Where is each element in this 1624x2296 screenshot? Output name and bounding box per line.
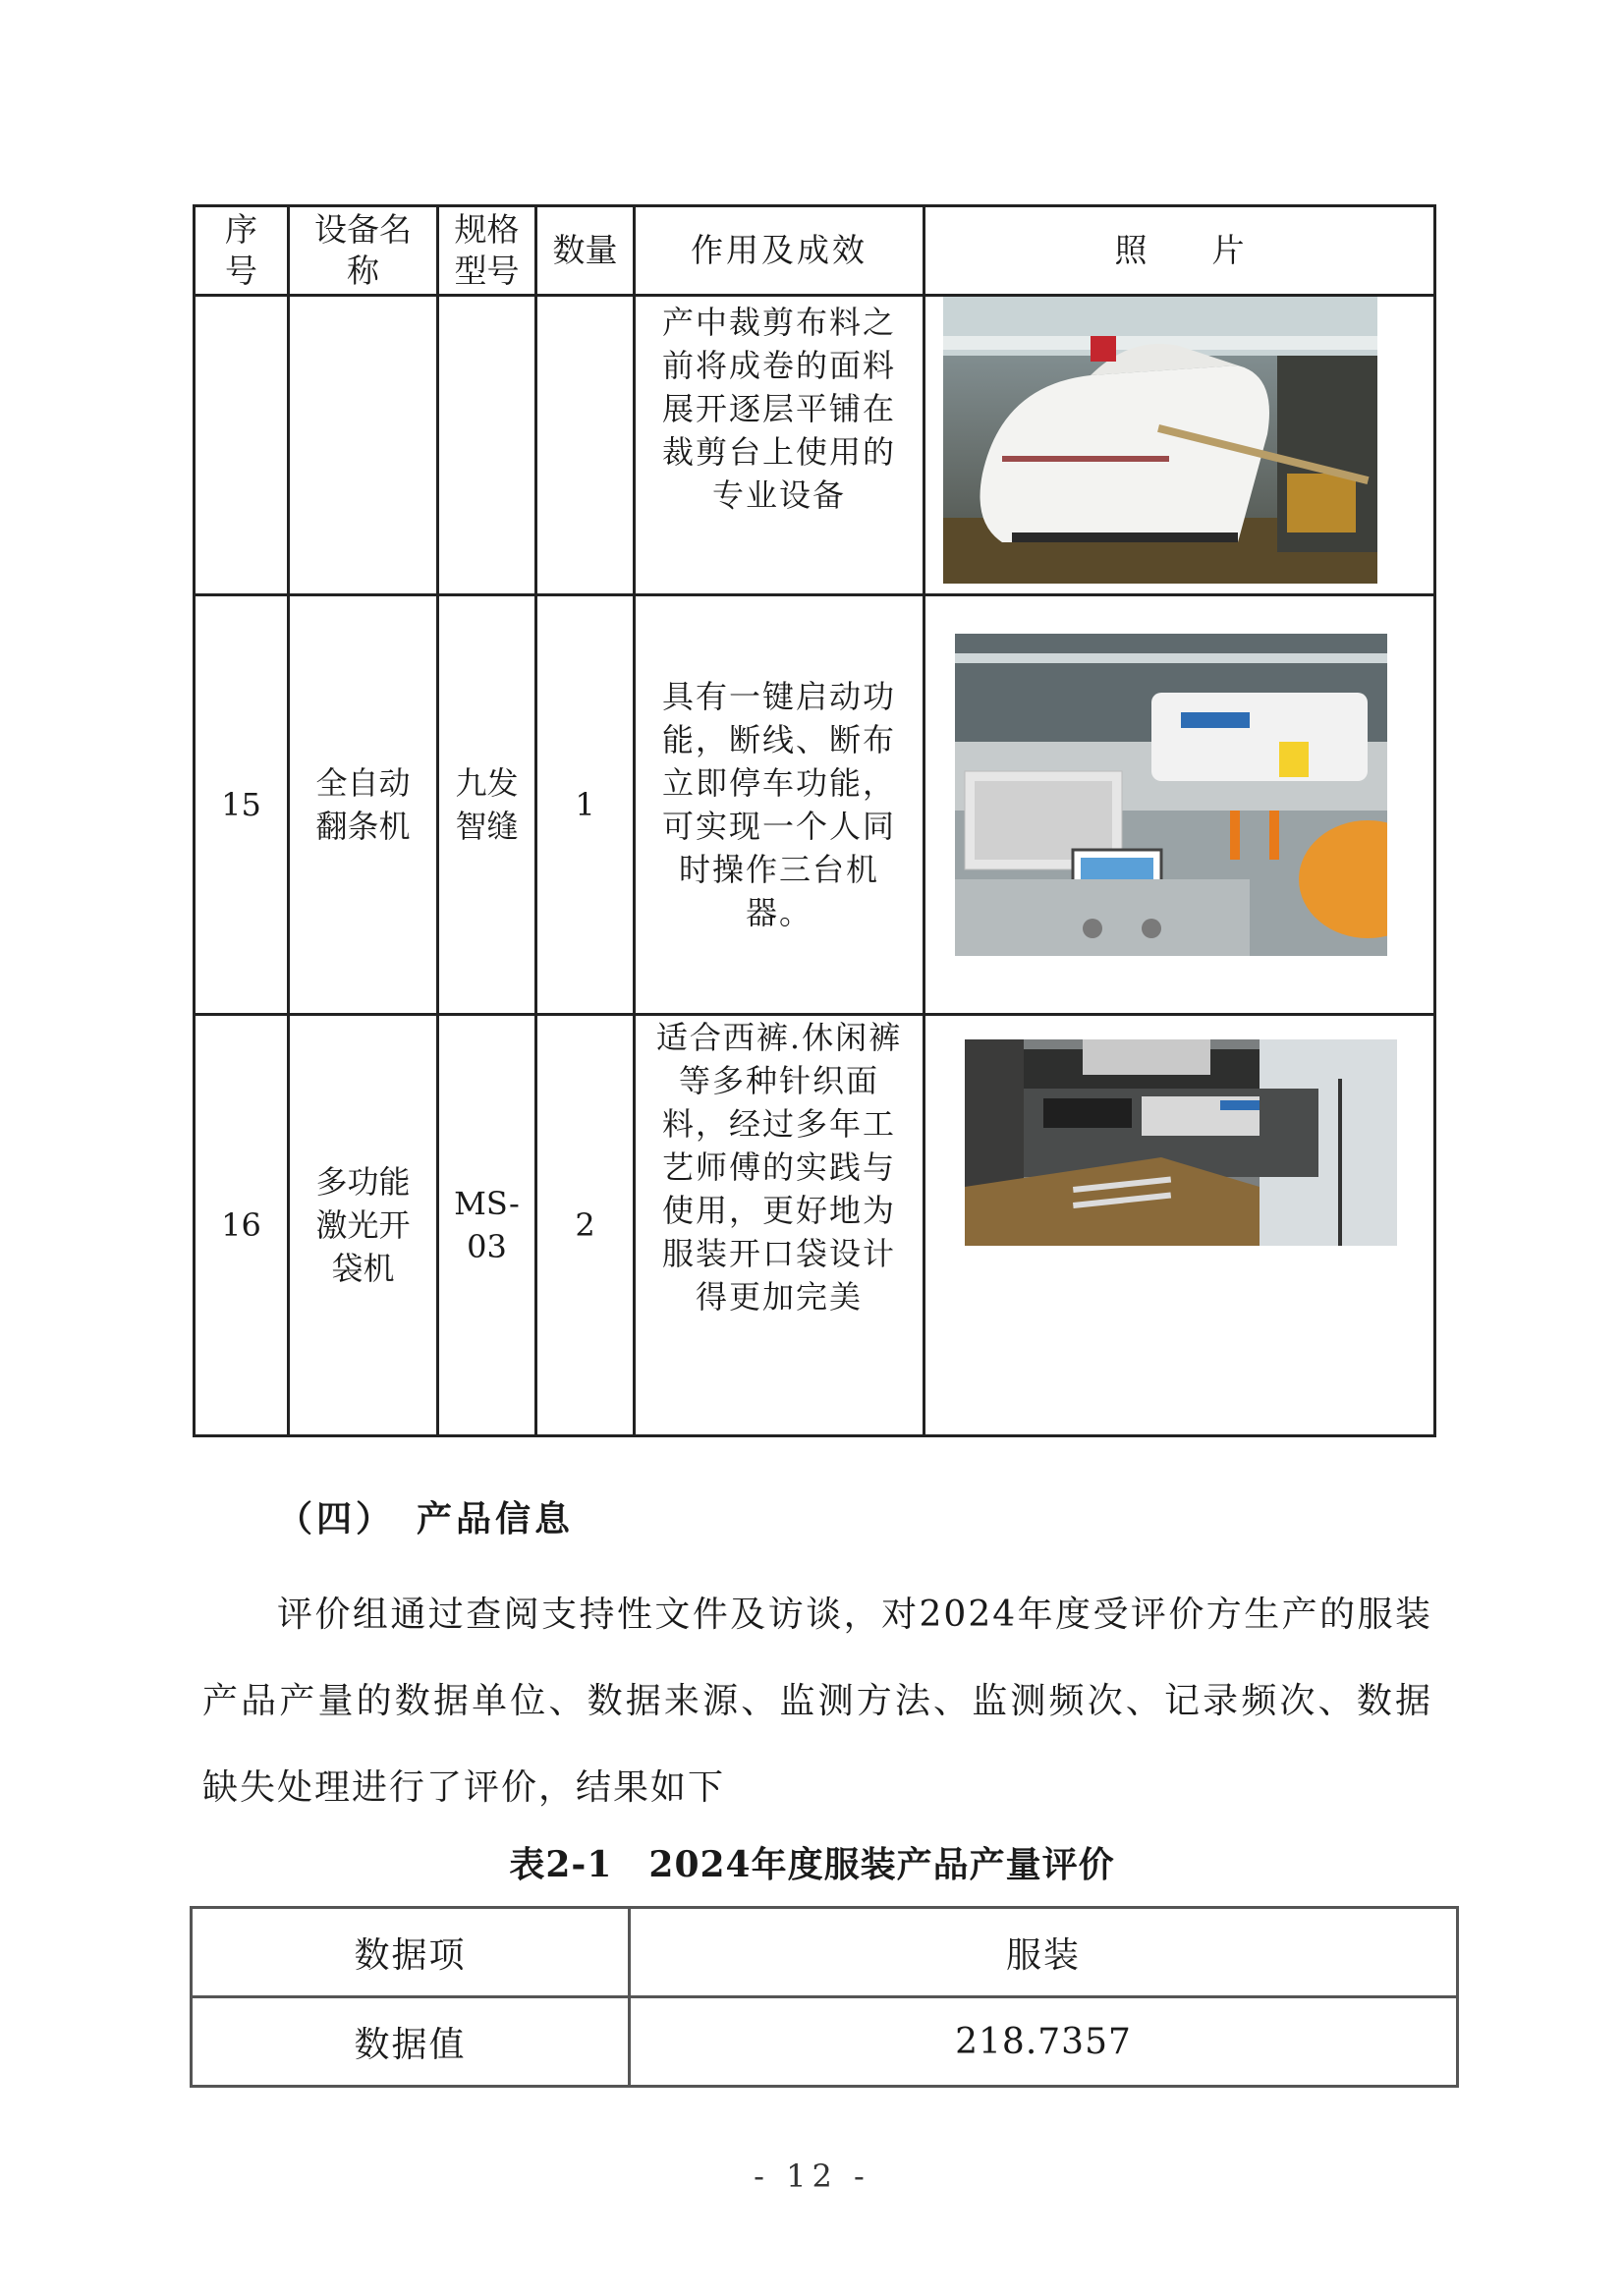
equipment-table-header bbox=[195, 206, 1435, 296]
cell-index bbox=[195, 296, 289, 595]
spreading-machine-photo bbox=[943, 297, 1377, 584]
row-value: 服装 bbox=[630, 1908, 1458, 1997]
table-row bbox=[195, 296, 1435, 595]
section-paragraph: 评价组通过查阅支持性文件及访谈，对2024年度受评价方生产的服装产品产量的数据单位、数据来源、监测方法、监测频次、记录频次、数据缺失处理进行了评价，结果如下 bbox=[202, 1595, 1432, 1808]
cell-index: 16 bbox=[195, 1015, 289, 1436]
cell-name: 全自动翻条机 bbox=[289, 595, 438, 1015]
header-index: 序号 bbox=[195, 206, 289, 296]
table-row bbox=[195, 595, 1435, 1015]
header-name: 设备名称 bbox=[289, 206, 438, 296]
row-label: 数据值 bbox=[192, 1997, 630, 2087]
cell-qty: 2 bbox=[536, 1015, 635, 1436]
cell-spec: 九发智缝 bbox=[438, 595, 536, 1015]
cell-name: 多功能激光开袋机 bbox=[289, 1015, 438, 1436]
cell-photo bbox=[924, 1015, 1435, 1436]
cell-qty: 1 bbox=[536, 595, 635, 1015]
effect-text: 适合西裤.休闲裤等多种针织面料，经过多年工艺师傅的实践与使用，更好地为服装开口袋设计得更加完美 bbox=[655, 1019, 903, 1316]
section-heading: （四） 产品信息 bbox=[277, 1498, 575, 1540]
row-value: 218.7357 bbox=[630, 1997, 1458, 2087]
cell-qty bbox=[536, 296, 635, 595]
cell-photo bbox=[924, 595, 1435, 1015]
cell-index: 15 bbox=[195, 595, 289, 1015]
laser-pocket-machine-photo bbox=[965, 1039, 1397, 1246]
cell-spec: MS-03 bbox=[438, 1015, 536, 1436]
cell-effect bbox=[635, 296, 924, 595]
table-row bbox=[192, 1997, 1458, 2087]
header-qty: 数量 bbox=[536, 206, 635, 296]
cell-photo bbox=[924, 296, 1435, 595]
header-photo: 照 片 bbox=[924, 206, 1435, 296]
page-number: - 12 - bbox=[754, 2157, 870, 2195]
effect-text: 产中裁剪布料之前将成卷的面料展开逐层平铺在裁剪台上使用的专业设备 bbox=[661, 304, 896, 514]
header-spec: 规格型号 bbox=[438, 206, 536, 296]
table-caption: 表2-1 2024年度服装产品产量评价 bbox=[509, 1844, 1115, 1885]
table-row bbox=[195, 1015, 1435, 1436]
equipment-table bbox=[193, 204, 1436, 1437]
effect-text: 具有一键启动功能，断线、断布立即停车功能，可实现一个人同时操作三台机器。 bbox=[661, 678, 896, 931]
cell-name bbox=[289, 296, 438, 595]
product-output-table bbox=[190, 1906, 1459, 2088]
cell-effect bbox=[635, 595, 924, 1015]
table-row bbox=[192, 1908, 1458, 1997]
row-label: 数据项 bbox=[192, 1908, 630, 1997]
strip-turning-machine-photo bbox=[955, 634, 1387, 956]
cell-effect bbox=[635, 1015, 924, 1436]
cell-spec bbox=[438, 296, 536, 595]
header-effect: 作用及成效 bbox=[635, 206, 924, 296]
